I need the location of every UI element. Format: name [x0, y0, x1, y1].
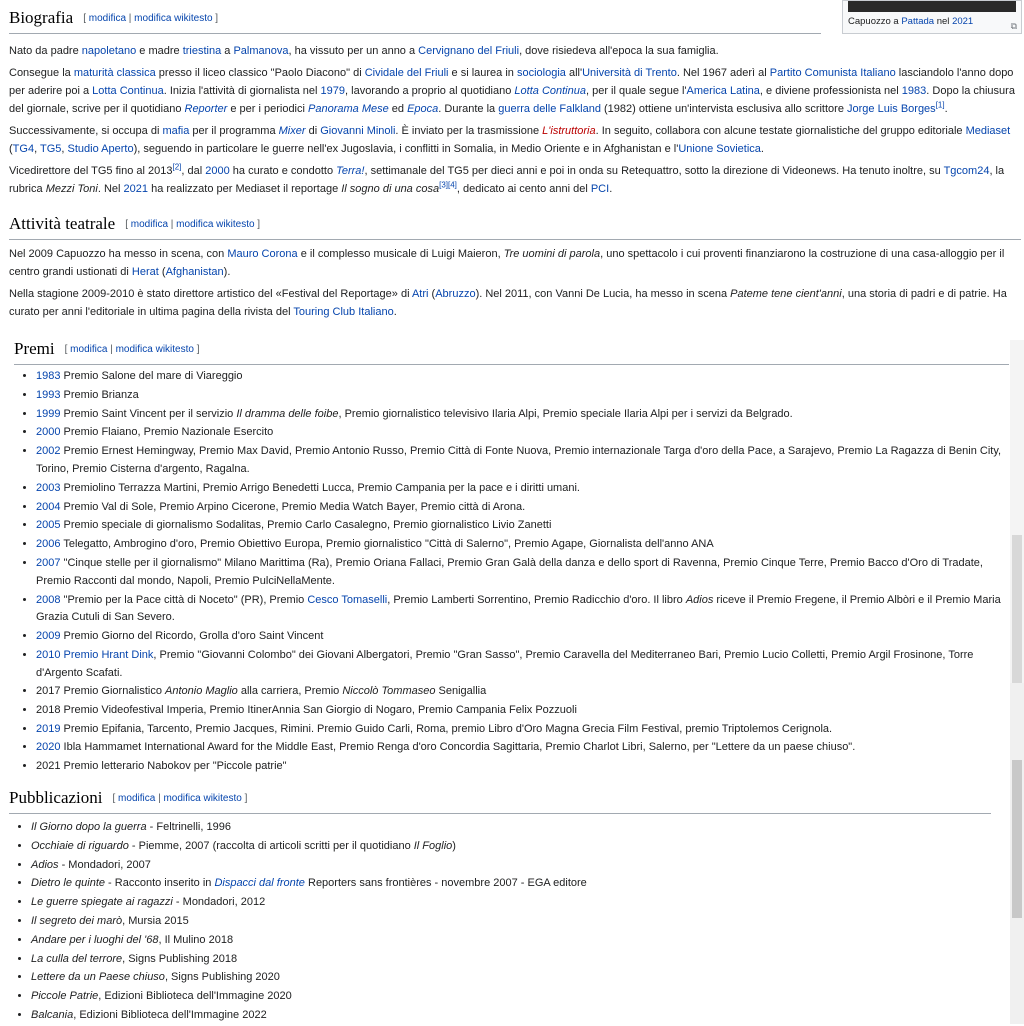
italic-text: Dietro le quinte	[31, 877, 105, 890]
text-run: )	[452, 839, 456, 852]
edit-source-link[interactable]: modifica wikitesto	[163, 793, 242, 804]
wiki-link[interactable]: 2021	[123, 183, 149, 195]
text-run: .	[609, 183, 613, 195]
edit-source-link[interactable]: modifica wikitesto	[115, 344, 194, 355]
italic-text: Mezzi Toni	[45, 183, 98, 195]
text-run: ed	[388, 103, 408, 115]
wiki-link[interactable]: 1979	[320, 85, 346, 97]
italic-text: Adios	[31, 858, 59, 871]
text-run: Senigallia	[435, 685, 487, 697]
text-run: - Racconto inserito in	[105, 877, 215, 890]
text-run: e il complesso musicale di Luigi Maieron,	[297, 248, 504, 260]
text-run: , Premio "Giovanni Colombo" dei Giovani Albergatori, Premio "Gran Sasso", Premio Caravella del Mediterraneo Bari, Premio Lucio Colletti, Premio Argil Frosinone, Torre d'Argento Scafati.	[36, 648, 974, 679]
text-run: , una storia di padri e di patrie. Ha curato per anni l'editoriale in ultima pagina della rivista del	[9, 288, 1007, 318]
text-run: 2017 Premio Giornalistico	[36, 685, 166, 697]
text-run: e madre	[136, 45, 183, 57]
list-item	[36, 368, 1009, 386]
text-run: Premio speciale di giornalismo Sodalitas, Premio Carlo Casalegno, Premio giornalistico Livio Zanetti	[60, 519, 552, 532]
list-item	[36, 480, 1009, 498]
wiki-link[interactable]: 2020	[36, 741, 61, 754]
text-run: Nel 2009 Capuozzo ha messo in scena, con	[9, 248, 228, 260]
edit-links: [ modifica | modifica wikitesto ]	[64, 344, 200, 355]
thumbnail-caption: Capuozzo a Pattada nel 2021	[848, 16, 974, 27]
text-run: riceve il Premio Fregene, il Premio Albòri e il Premio Maria Grazia Cutuli di San Severo.	[36, 593, 1001, 624]
wiki-link[interactable]: guerra delle Falkland	[498, 103, 601, 115]
italic-text: Il segreto dei marò	[31, 914, 123, 927]
text-run: Premio Giorno del Ricordo, Grolla d'oro Saint Vincent	[60, 630, 324, 643]
text-run: , uno spettacolo i cui proventi finanziarono la costruzione di una casa-alloggio per il centro grandi ustionati di	[9, 248, 1005, 278]
italic-text: Piccole Patrie	[31, 990, 99, 1003]
wiki-link[interactable]: 1983	[901, 85, 927, 97]
portrait-image[interactable]	[848, 1, 1016, 12]
list-item	[36, 739, 1009, 757]
list-item	[36, 721, 1009, 739]
reference-link[interactable]: [1]	[935, 100, 945, 110]
list-item	[36, 387, 1009, 405]
section-biografia	[9, 6, 821, 34]
list-item	[36, 536, 1009, 554]
reference-link[interactable]: [2]	[172, 162, 182, 172]
text-run: all'	[565, 67, 583, 79]
wiki-link[interactable]: Tgcom24	[943, 165, 990, 177]
wiki-link[interactable]: 2002	[36, 445, 61, 458]
wiki-link[interactable]: Partito Comunista Italiano	[769, 67, 896, 79]
edit-link[interactable]: modifica	[118, 793, 156, 804]
reference-link[interactable]: [3][4]	[439, 180, 457, 190]
wiki-link[interactable]: Mixer	[278, 125, 306, 137]
text-run: ha curato e condotto	[229, 165, 337, 177]
wiki-link[interactable]: Cesco Tomaselli	[307, 593, 388, 606]
wiki-link[interactable]: mafia	[162, 125, 190, 137]
text-run: Premio Ernest Hemingway, Premio Max David, Premio Antonio Russo, Premio Città di Fonte Nuova, Premio internazionale Targa d'oro della Pace, a Sarajevo, Premio La Ragazza di Benin City, Torino, Premio Cisterna d'argento, Ragalna.	[36, 445, 1002, 475]
wiki-link[interactable]: Lotta Continua	[92, 85, 164, 97]
paragraph	[9, 162, 1021, 198]
text-run: ).	[223, 266, 231, 278]
text-run: alla carriera, Premio	[237, 685, 343, 697]
wiki-link[interactable]: Afghanistan	[165, 266, 224, 278]
text-run: Vicedirettore del TG5 fino al 2013	[9, 165, 173, 177]
text-run: . È inviato per la trasmissione	[395, 125, 543, 137]
italic-text: La culla del terrore	[31, 952, 123, 965]
text-run: , dal	[181, 165, 206, 177]
text-run: Premio Saint Vincent per il servizio	[60, 407, 237, 420]
text-run: . Durante la	[438, 103, 499, 115]
text-run: per il programma	[189, 125, 279, 137]
text-run: Nato da padre	[9, 45, 82, 57]
list-item	[36, 424, 1009, 442]
wiki-link[interactable]: 1983	[36, 370, 61, 382]
wiki-link[interactable]: 2008	[36, 593, 61, 606]
list-item	[31, 875, 991, 893]
text-run: .	[393, 306, 397, 318]
paragraph	[9, 42, 1021, 60]
text-run: 2018 Premio Videofestival Imperia, Premio ItinerAnnia San Giorgio di Nogaro, Premio Campania Felix Pozzuoli	[36, 703, 577, 716]
premi-list-viewport[interactable]	[14, 365, 1009, 683]
list-item	[36, 647, 1009, 683]
text-run: . Dopo la chiusura del giornale, scrive per il quotidiano	[9, 85, 1015, 115]
text-run: . Nel	[97, 183, 124, 195]
wiki-link[interactable]: Panorama Mese	[308, 103, 389, 115]
heading-teatro: Attività teatrale [ modifica | modifica wikitesto ]	[9, 212, 1021, 240]
wiki-link[interactable]: 2010	[36, 648, 61, 661]
text-run: (1982) ottiene un'intervista esclusiva allo scrittore	[600, 103, 848, 115]
text-run: Premio Salone del mare di Viareggio	[60, 370, 243, 382]
list-item	[31, 932, 991, 950]
text-run: .	[760, 143, 764, 155]
text-run: , per il quale segue l'	[585, 85, 687, 97]
text-run: , e diviene professionista nel	[759, 85, 902, 97]
text-run: Telegatto, Ambrogino d'oro, Premio Obiettivo Europa, Premio giornalistico "Città di Salerno", Premio Agape, Giornalista dell'anno ANA	[60, 538, 714, 551]
wiki-link[interactable]: 2006	[36, 538, 61, 551]
wiki-link[interactable]: Lotta Continua	[514, 85, 586, 97]
wiki-link[interactable]: PCI	[590, 183, 610, 195]
wiki-link[interactable]: Università di Trento	[582, 67, 677, 79]
text-run: - Mondadori, 2007	[58, 858, 151, 871]
premi-list-recent	[14, 683, 1009, 776]
text-run: (	[428, 288, 436, 300]
text-run: Reporters sans frontières - novembre 2007 - EGA editore	[304, 877, 587, 890]
italic-text: Il dramma delle foibe	[236, 407, 339, 420]
text-run: lasciandolo l'anno dopo per aderire poi a	[9, 67, 1014, 97]
list-item	[36, 555, 1009, 591]
biografia-body	[9, 38, 1021, 202]
paragraph	[9, 64, 1021, 118]
wiki-link[interactable]: America Latina	[686, 85, 760, 97]
text-run: . Inizia l'attività di giornalista nel	[163, 85, 321, 97]
wiki-link[interactable]: Touring Club Italiano	[293, 306, 394, 318]
scrollbar-thumb-lower[interactable]	[1012, 760, 1022, 918]
caption-link-year[interactable]: 2021	[952, 16, 974, 27]
text-run: ,	[34, 143, 40, 155]
text-run: e si laurea in	[448, 67, 517, 79]
edit-links: [ modifica | modifica wikitesto ]	[83, 13, 219, 24]
list-item	[31, 838, 991, 856]
text-run: . In seguito, collabora con alcune testate giornalistiche del gruppo editoriale	[595, 125, 966, 137]
text-run: Premio Val di Sole, Premio Arpino Cicerone, Premio Media Watch Bayer, Premio città di Arona.	[60, 500, 526, 513]
text-run: a	[221, 45, 234, 57]
list-item	[31, 969, 991, 987]
wiki-link[interactable]: TG5	[40, 143, 62, 155]
wiki-link[interactable]: Studio Aperto	[67, 143, 134, 155]
wiki-link[interactable]: Jorge Luis Borges	[847, 103, 936, 115]
wiki-link[interactable]: Giovanni Minoli	[320, 125, 396, 137]
wiki-link[interactable]: 2019	[36, 722, 61, 735]
text-run: (	[158, 266, 166, 278]
wiki-link[interactable]: Abruzzo	[435, 288, 476, 300]
wiki-link[interactable]: Epoca	[407, 103, 439, 115]
text-run: , lavorando a proprio al quotidiano	[345, 85, 515, 97]
wiki-link[interactable]: Terra!	[336, 165, 365, 177]
text-run: , settimanale del TG5 per dieci anni e poi in onda su Retequattro, sotto la direzione di Videonews. Ha tenuto inoltre, su	[364, 165, 944, 177]
paragraph	[9, 245, 1021, 281]
text-run: , dedicato ai cento anni del	[456, 183, 591, 195]
caption-link-pattada[interactable]: Pattada	[901, 16, 935, 27]
text-run: , Signs Publishing 2018	[122, 952, 238, 965]
wiki-link[interactable]: Mediaset	[965, 125, 1011, 137]
text-run: - Piemme, 2007 (raccolta di articoli scritti per il quotidiano	[128, 839, 414, 852]
wiki-link[interactable]: 2003	[36, 481, 61, 494]
text-run: - Feltrinelli, 1996	[146, 821, 231, 833]
edit-source-link[interactable]: modifica wikitesto	[176, 219, 255, 230]
red-link[interactable]: L'istruttoria	[542, 125, 596, 137]
text-run: , Premio Lamberti Sorrentino, Premio Radicchio d'oro. Il libro	[387, 593, 686, 606]
text-run: presso il liceo classico "Paolo Diacono" di	[155, 67, 365, 79]
text-run: Premio Brianza	[60, 388, 139, 401]
text-run: .	[944, 103, 948, 115]
wiki-link[interactable]: Unione Sovietica	[678, 143, 761, 155]
paragraph	[9, 122, 1021, 158]
italic-text: Balcania	[31, 1008, 74, 1021]
wiki-link[interactable]: 1993	[36, 388, 61, 401]
section-premi-continued	[14, 683, 1009, 777]
list-item	[31, 988, 991, 1006]
publications-list	[9, 819, 991, 1025]
italic-text: Tre uomini di parola	[503, 248, 601, 260]
text-run: , dove risiedeva all'epoca la sua famiglia.	[519, 45, 719, 57]
italic-text: Il sogno di una cosa	[341, 183, 440, 195]
text-run: , la rubrica	[9, 165, 1005, 195]
text-run: e per i periodici	[227, 103, 309, 115]
list-item	[36, 628, 1009, 646]
edit-link[interactable]: modifica	[70, 344, 108, 355]
list-item	[31, 951, 991, 969]
wiki-link[interactable]: maturità classica	[73, 67, 156, 79]
italic-text: Il Foglio	[413, 839, 453, 852]
list-item	[36, 499, 1009, 517]
text-run: (	[9, 143, 13, 155]
text-run: Successivamente, si occupa di	[9, 125, 163, 137]
wiki-link[interactable]: Reporter	[184, 103, 228, 115]
italic-text: Adios	[685, 593, 714, 606]
list-item	[36, 683, 1009, 701]
image-thumbnail	[842, 0, 1022, 34]
wiki-link[interactable]: sociologia	[516, 67, 566, 79]
wiki-link[interactable]: 2004	[36, 500, 61, 513]
edit-link[interactable]: modifica	[130, 219, 169, 230]
italic-text: Antonio Maglio	[165, 685, 238, 697]
text-run: ,	[61, 143, 68, 155]
list-item	[31, 1007, 991, 1025]
text-run: , Edizioni Biblioteca dell'Immagine 2022	[73, 1008, 267, 1021]
wiki-link[interactable]: Atri	[411, 288, 429, 300]
text-run: . Nel 1967 aderì al	[676, 67, 770, 79]
text-run: , Edizioni Biblioteca dell'Immagine 2020	[98, 990, 292, 1003]
italic-text: Andare per i luoghi del '68	[31, 933, 159, 946]
text-run: , Premio giornalistico televisivo Ilaria Alpi, Premio speciale Ilaria Alpi per i servizi da Belgrado.	[338, 407, 793, 420]
list-item	[36, 592, 1009, 628]
text-run: "Cinque stelle per il giornalismo" Milano Marittima (Ra), Premio Oriana Fallaci, Premio Gran Galà della danza e dello sport di Ravenna, Premio Cinque Terre, Premio Bacco d'Oro di Tradate, Premio Racconti dal mondo, Napoli, Premio PulciNellaMente.	[36, 556, 983, 587]
wiki-link[interactable]: 2007	[36, 556, 61, 569]
text-run: Premio Epifania, Tarcento, Premio Jacques, Rimini. Premio Guido Carli, Roma, premio Libro d'Oro Magna Grecia Film Festival, premio Triptolemos Cerignola.	[60, 722, 833, 735]
list-item	[36, 406, 1009, 424]
heading-pubblicazioni: Pubblicazioni [ modifica | modifica wikitesto ]	[9, 786, 991, 814]
wiki-link[interactable]: Palmanova	[233, 45, 289, 57]
wiki-link[interactable]: 2000	[205, 165, 230, 177]
wiki-link[interactable]: 2005	[36, 519, 61, 532]
edit-links: [ modifica | modifica wikitesto ]	[112, 793, 248, 804]
text-run: Ibla Hammamet International Award for the Middle East, Premio Renga d'oro Concordia Sagittaria, Premio Charlot Libri, Salerno, per "Lettere da un paese chiuso".	[60, 741, 856, 754]
italic-text: Niccolò Tommaseo	[342, 685, 436, 697]
edit-links: [ modifica | modifica wikitesto ]	[125, 219, 261, 230]
wiki-link[interactable]: napoletano	[81, 45, 137, 57]
wiki-link[interactable]: TG4	[12, 143, 35, 155]
premi-list	[14, 368, 1009, 683]
text-run: Premio Flaiano, Premio Nazionale Esercito	[60, 426, 274, 439]
text-run: 2021 Premio letterario Nabokov per "Piccole patrie"	[36, 760, 287, 773]
text-run: , ha vissuto per un anno a	[288, 45, 419, 57]
list-item	[36, 702, 1009, 720]
wiki-link[interactable]: Dispacci dal fronte	[214, 877, 305, 890]
italic-text: Le guerre spiegate ai ragazzi	[31, 896, 173, 909]
section-premi	[14, 337, 1009, 683]
text-run: - Mondadori, 2012	[172, 896, 266, 909]
scrollbar-thumb-upper[interactable]	[1012, 535, 1022, 683]
text-run: Premiolino Terrazza Martini, Premio Arrigo Benedetti Lucca, Premio Campania per la pace e i diritti umani.	[60, 481, 580, 494]
italic-text: Lettere da un Paese chiuso	[31, 971, 165, 984]
wiki-link[interactable]: Cividale del Friuli	[364, 67, 449, 79]
text-run: Nella stagione 2009-2010 è stato direttore artistico del «Festival del Reportage» di	[9, 288, 412, 300]
section-pubblicazioni	[9, 786, 991, 1026]
enlarge-icon[interactable]: ⧉	[1010, 21, 1017, 31]
edit-source-link[interactable]: modifica wikitesto	[134, 13, 213, 24]
italic-text: Pateme tene cient'anni	[730, 288, 842, 300]
list-item	[36, 758, 1009, 776]
wiki-link[interactable]: 2000	[36, 426, 61, 439]
wiki-link[interactable]: Herat	[131, 266, 159, 278]
list-item	[31, 857, 991, 875]
wiki-link[interactable]: Cervignano del Friuli	[418, 45, 520, 57]
wiki-link[interactable]: Mauro Corona	[227, 248, 298, 260]
italic-text: Il Giorno dopo la guerra	[31, 821, 147, 833]
heading-premi: Premi [ modifica | modifica wikitesto ]	[14, 337, 1009, 365]
edit-link[interactable]: modifica	[88, 13, 127, 24]
section-teatro	[9, 212, 1021, 325]
text-run: "Premio per la Pace città di Noceto" (PR), Premio	[60, 593, 308, 606]
text-run: ha realizzato per Mediaset il reportage	[148, 183, 342, 195]
list-item	[36, 443, 1009, 479]
wiki-link[interactable]: 2009	[36, 630, 61, 643]
text-run: , Il Mulino 2018	[158, 933, 234, 946]
text-run: ), seguendo in particolare le guerre nell'ex Jugoslavia, i conflitti in Somalia, in Medio Oriente e in Afghanistan e l'	[133, 143, 679, 155]
text-run: Consegue la	[9, 67, 74, 79]
heading-biografia: Biografia [ modifica | modifica wikitesto ]	[9, 6, 821, 34]
list-item	[31, 913, 991, 931]
paragraph	[9, 285, 1021, 321]
wiki-link[interactable]: Premio Hrant Dink	[63, 648, 154, 661]
text-run: di	[305, 125, 321, 137]
text-run: ). Nel 2011, con Vanni De Lucia, ha messo in scena	[475, 288, 731, 300]
text-run: , Signs Publishing 2020	[164, 971, 280, 984]
list-item	[31, 819, 991, 837]
wiki-link[interactable]: 1999	[36, 407, 61, 420]
text-run: , Mursia 2015	[122, 914, 189, 927]
list-item	[36, 517, 1009, 535]
list-item	[31, 894, 991, 912]
italic-text: Occhiaie di riguardo	[31, 839, 129, 852]
wiki-link[interactable]: triestina	[182, 45, 222, 57]
